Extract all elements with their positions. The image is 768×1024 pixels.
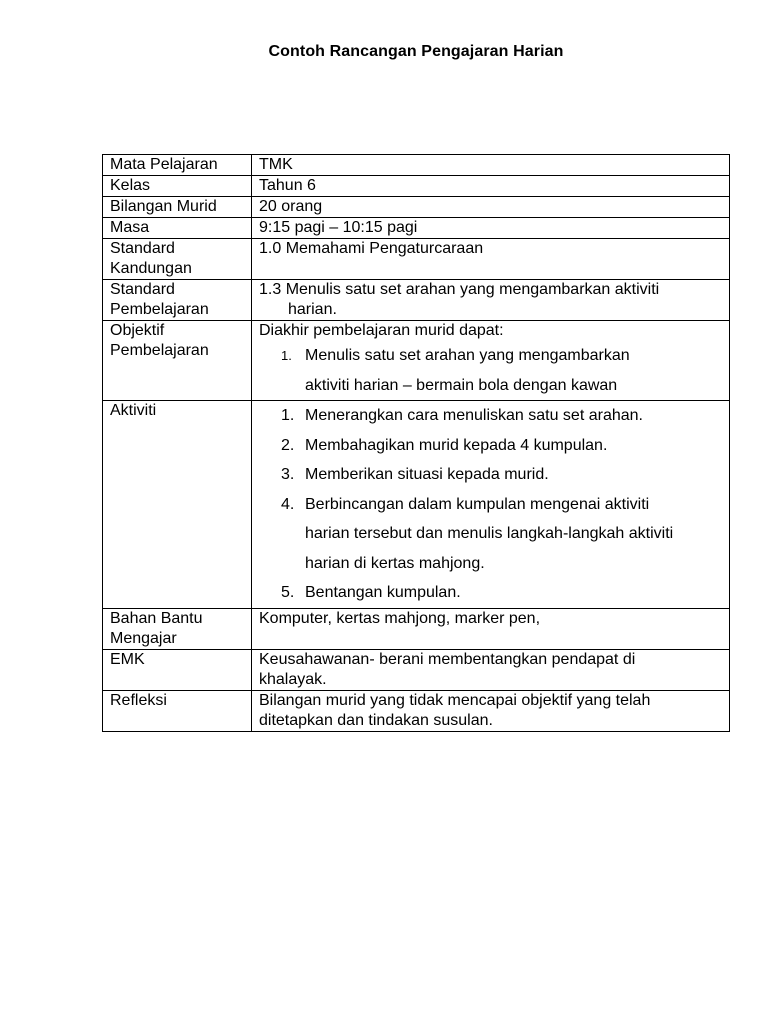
- row-value: [252, 690, 730, 731]
- list-item-line: harian tersebut dan menulis langkah-langkah aktiviti: [305, 525, 674, 542]
- row-label-line: Kandungan: [110, 260, 192, 277]
- list-number: 5.: [281, 584, 295, 601]
- row-value: 20 orang: [252, 197, 730, 218]
- row-value: [252, 321, 730, 401]
- list-number: 1.: [281, 407, 295, 424]
- row-value: [252, 401, 730, 609]
- row-value-line: 1.3 Menulis satu set arahan yang mengambarkan aktiviti: [259, 281, 660, 298]
- list-item-text: Membahagikan murid kepada 4 kumpulan.: [305, 436, 608, 454]
- row-label-line: Pembelajaran: [110, 301, 209, 318]
- table-row-bahan-bantu: [103, 608, 730, 649]
- list-item: [259, 431, 722, 461]
- list-number: 1.: [281, 348, 292, 363]
- list-item: [259, 401, 722, 431]
- row-label-line: Mengajar: [110, 629, 177, 647]
- row-label-line: Standard: [110, 281, 175, 298]
- row-value-line: khalayak.: [259, 670, 327, 688]
- row-value-line: harian.: [288, 301, 337, 318]
- table-row-mata-pelajaran: [103, 155, 730, 176]
- page-title: Contoh Rancangan Pengajaran Harian: [268, 43, 564, 60]
- lesson-plan-table: [102, 154, 730, 732]
- objective-intro: Diakhir pembelajaran murid dapat:: [259, 322, 504, 339]
- table-row-emk: [103, 649, 730, 690]
- list-item-text: Memberikan situasi kepada murid.: [305, 466, 549, 483]
- table-row-refleksi: [103, 690, 730, 731]
- list-item-text: Menerangkan cara menuliskan satu set arahan.: [305, 407, 643, 424]
- table-row-bilangan-murid: [103, 197, 730, 218]
- row-label-line: Standard: [110, 240, 175, 257]
- row-value: 1.0 Memahami Pengaturcaraan: [252, 239, 730, 280]
- row-label: [103, 608, 252, 649]
- row-value-line: ditetapkan dan tindakan susulan.: [259, 711, 493, 729]
- table-row-aktiviti: [103, 401, 730, 609]
- row-label-line: Bahan Bantu: [110, 609, 203, 627]
- table-row-kelas: [103, 176, 730, 197]
- row-label: [103, 321, 252, 401]
- row-value-line: Bilangan murid yang tidak mencapai objektif yang telah: [259, 691, 651, 709]
- list-item: [259, 341, 722, 400]
- row-value-line: Keusahawanan- berani membentangkan pendapat di: [259, 650, 636, 668]
- row-label: Refleksi: [103, 690, 252, 731]
- row-value: Komputer, kertas mahjong, marker pen,: [252, 608, 730, 649]
- row-value: Tahun 6: [252, 176, 730, 197]
- row-value: [252, 280, 730, 321]
- list-number: 4.: [281, 495, 295, 513]
- row-label: EMK: [103, 649, 252, 690]
- list-item-line: harian di kertas mahjong.: [305, 554, 485, 572]
- row-label: [103, 239, 252, 280]
- list-item: [259, 490, 722, 579]
- row-label-line: Pembelajaran: [110, 342, 209, 359]
- activity-list: [259, 401, 722, 608]
- row-value: TMK: [252, 155, 730, 176]
- row-label: Bilangan Murid: [103, 197, 252, 218]
- row-label: Mata Pelajaran: [103, 155, 252, 176]
- row-value: [252, 649, 730, 690]
- list-item-line: Berbincangan dalam kumpulan mengenai aktiviti: [305, 495, 650, 513]
- table-row-standard-pembelajaran: [103, 280, 730, 321]
- table-row-masa: [103, 218, 730, 239]
- list-item-text: Bentangan kumpulan.: [305, 584, 461, 601]
- row-label: Aktiviti: [103, 401, 252, 609]
- row-label: [103, 280, 252, 321]
- table-row-standard-kandungan: [103, 239, 730, 280]
- list-item-line: aktiviti harian – bermain bola dengan kawan: [305, 376, 618, 394]
- objective-list: [259, 341, 722, 400]
- list-number: 3.: [281, 466, 295, 483]
- row-label: Masa: [103, 218, 252, 239]
- row-value: 9:15 pagi – 10:15 pagi: [252, 218, 730, 239]
- list-item-line: Menulis satu set arahan yang mengambarkan: [305, 347, 630, 364]
- list-number: 2.: [281, 436, 295, 454]
- list-item: [259, 578, 722, 608]
- row-label-line: Objektif: [110, 322, 165, 339]
- row-label: Kelas: [103, 176, 252, 197]
- list-item: [259, 460, 722, 490]
- table-row-objektif: [103, 321, 730, 401]
